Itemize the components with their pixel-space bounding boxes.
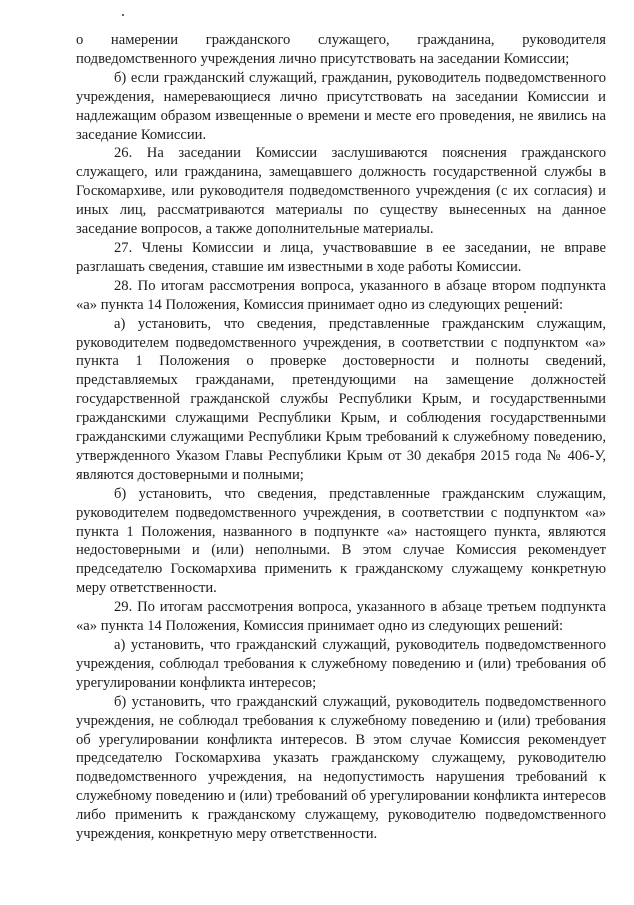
paragraph-29a: а) установить, что гражданский служащий, руководитель подведомственного учреждения, соблюдал требования к служебному поведению и (или) требования об урегулировании конфликта интересов; <box>76 637 606 691</box>
paragraph-29: 29. По итогам рассмотрения вопроса, указанного в абзаце третьем подпункта «а» пункта 14 Положения, Комиссия принимает одно из следующих решений: <box>76 599 606 635</box>
paragraph-28: 28. По итогам рассмотрения вопроса, указанного в абзаце втором подпункта «а» пункта 14 Положения, Комиссия принимает одно из следующих решений: <box>76 277 606 313</box>
scan-speck <box>122 14 124 16</box>
paragraph-27: 27. Члены Комиссии и лица, участвовавшие в ее заседании, не вправе разглашать сведения, ставшие им известными в ходе работы Комиссии. <box>76 239 606 275</box>
paragraph-25b: б) если гражданский служащий, гражданин, руководитель подведомственного учреждения, намеревающиеся лично присутствовать на заседании Комиссии и надлежащим образом извещенные о времени и месте его проведения, не явились на заседание Комиссии. <box>76 69 606 143</box>
paragraph-28a: а) установить, что сведения, представленные гражданским служащим, руководителем подведомственного учреждения, в соответствии с подпунктом «а» пункта 1 Положения о проверке достоверности и полноты сведений, представляемых гражданами, претендующими на замещение должностей государственной гражданской службы Республики Крым, и государственными гражданскими служащими Республики Крым, и соблюдения государственными гражданскими служащими Республики Крым требований к служебному поведению, утвержденного Указом Главы Республики Крым от 30 декабря 2015 года № 406-У, являются достоверными и полными; <box>76 315 606 483</box>
paragraph-continuation: о намерении гражданского служащего, гражданина, руководителя подведомственного учреждения лично присутствовать на заседании Комиссии; <box>76 32 606 67</box>
paragraph-28b: б) установить, что сведения, представленные гражданским служащим, руководителем подведомственного учреждения, в соответствии с подпунктом «а» пункта 1 Положения, названного в подпункте «а» настоящего пункта, являются недостоверными и (или) неполными. В этом случае Комиссия рекомендует председателю Госкомархива применить к гражданскому служащему конкретную меру ответственности. <box>76 485 606 597</box>
paragraph-26: 26. На заседании Комиссии заслушиваются пояснения гражданского служащего, или гражданина, замещавшего должность государственной службы в Госкомархиве, или руководителя подведомственного учреждения (с их согласия) и иных лиц, рассматриваются материалы по существу вынесенных на данное заседание вопросов, а также дополнительные материалы. <box>76 145 606 238</box>
document-body <box>76 31 606 844</box>
paragraph-29b: б) установить, что гражданский служащий, руководитель подведомственного учреждения, не соблюдал требования к служебному поведению и (или) требования об урегулировании конфликта интересов. В этом случае Комиссия рекомендует председателю Госкомархива указать гражданскому служащему, руководителю подведомственного учреждения, на недопустимость нарушения требований к служебному поведению и (или) требований об урегулировании конфликта интересов либо применить к гражданскому служащему, руководителю подведомственного учреждения, конкретную меру ответственности. <box>76 693 606 843</box>
